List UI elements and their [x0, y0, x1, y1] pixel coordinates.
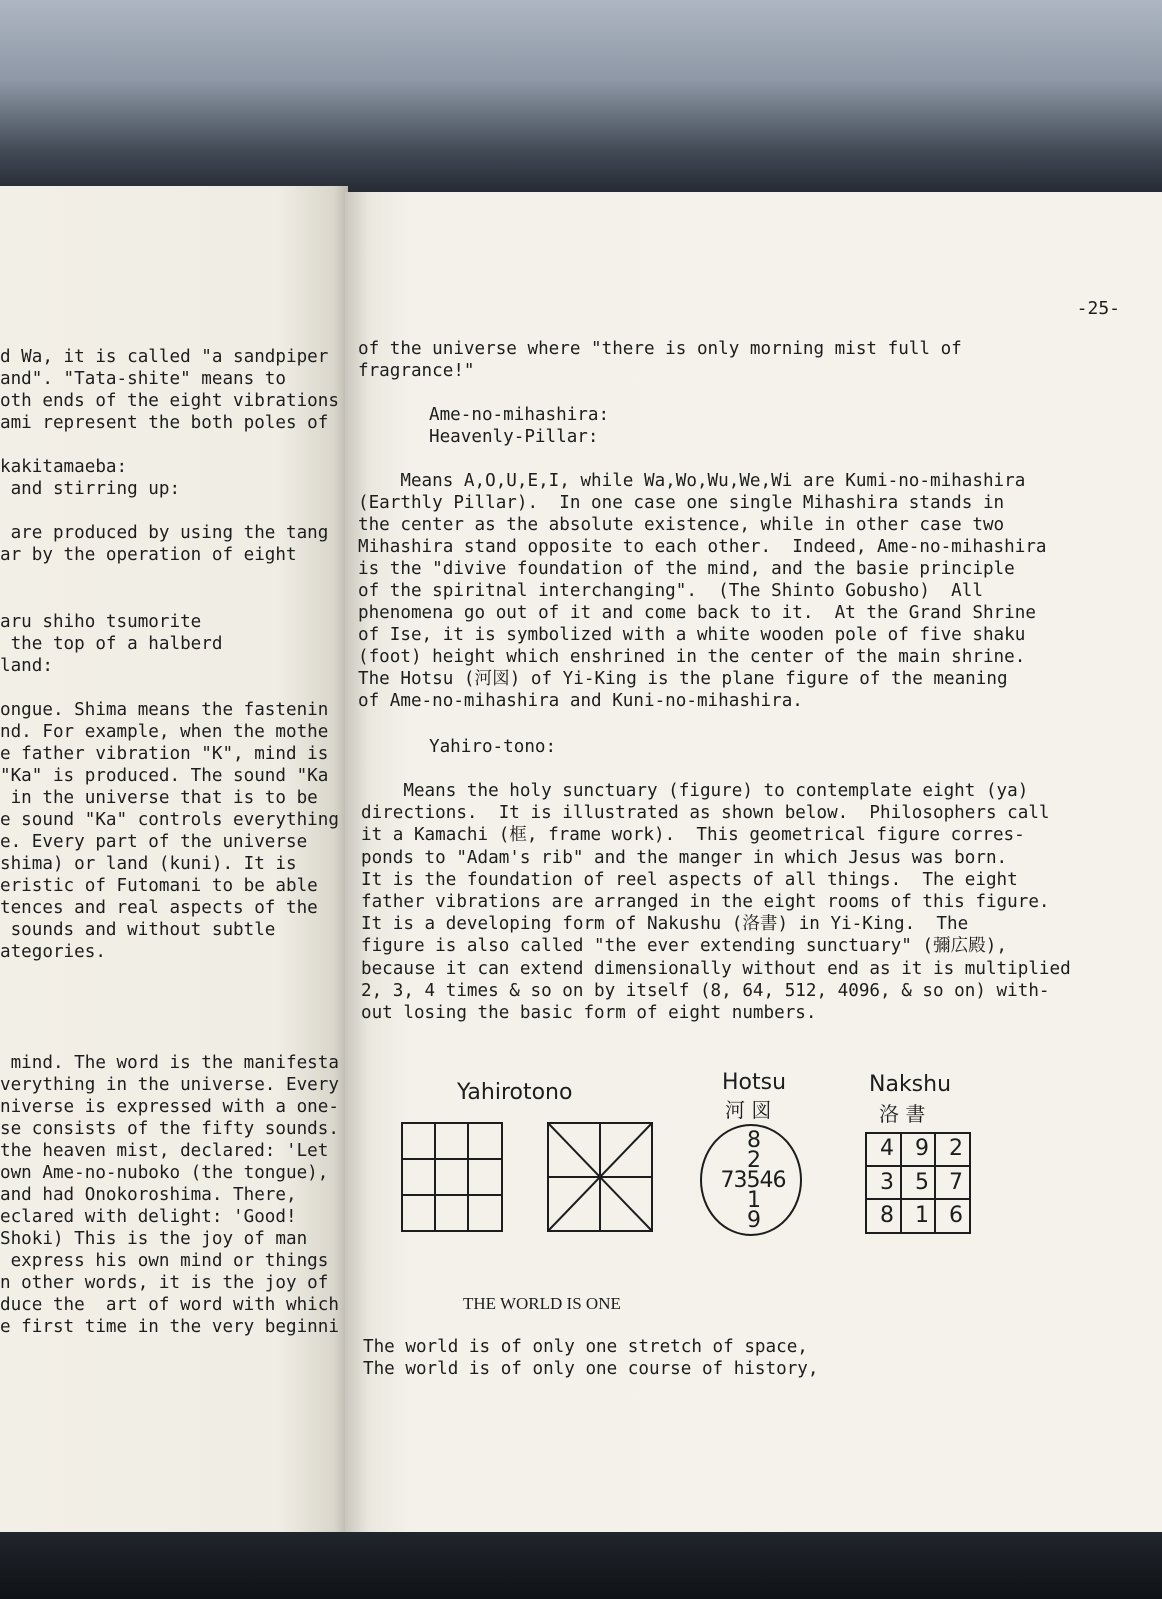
- paragraph-line: it a Kamachi (框, frame work). This geometrical figure corres-: [361, 825, 1025, 846]
- left-page-line: own Ame-no-nuboko (the tongue),: [0, 1162, 329, 1183]
- left-page-line: d Wa, it is called "a sandpiper: [0, 347, 329, 367]
- left-page: [0, 186, 348, 1532]
- left-page-line: eristic of Futomani to be able: [0, 876, 318, 897]
- yahirotono-label: Yahirotono: [457, 1080, 573, 1105]
- paragraph-line: Mihashira stand opposite to each other. Indeed, Ame-no-mihashira: [358, 537, 1047, 557]
- paragraph-line: directions. It is illustrated as shown below. Philosophers call: [361, 803, 1050, 824]
- left-page-line: e sound "Ka" controls everything: [0, 810, 339, 831]
- nakshu-grid-number: 3: [880, 1170, 894, 1195]
- left-page-line: and stirring up:: [0, 479, 181, 500]
- paragraph-line: Means A,O,U,E,I, while Wa,Wo,Wu,We,Wi are Kumi-no-mihashira: [358, 471, 1026, 491]
- left-page-line: Shoki) This is the joy of man: [0, 1229, 308, 1249]
- left-page-line: aru shiho tsumorite: [0, 611, 202, 632]
- nakshu-grid-number: 9: [915, 1136, 929, 1161]
- left-page-line: niverse is expressed with a one-: [0, 1096, 339, 1117]
- hotsu-number-lower: 1: [747, 1188, 761, 1213]
- heading-heavenly-pillar: Heavenly-Pillar:: [429, 427, 599, 447]
- scanner-background-top: [0, 0, 1162, 200]
- hotsu-number-upper: 2: [747, 1148, 761, 1173]
- left-page-line: the top of a halberd: [0, 633, 223, 654]
- left-page-line: and". "Tata-shite" means to: [0, 369, 286, 390]
- paragraph-line: 2, 3, 4 times & so on by itself (8, 64, 512, 4096, & so on) with-: [361, 980, 1050, 1001]
- left-page-line: oth ends of the eight vibrations: [0, 391, 339, 412]
- paragraph-line: phenomena go out of it and come back to it. At the Grand Shrine: [358, 603, 1036, 623]
- nakshu-grid-number: 6: [949, 1203, 963, 1228]
- paragraph-line: of Ise, it is symbolized with a white wooden pole of five shaku: [358, 625, 1026, 645]
- intro-line: of the universe where "there is only morning mist full of: [358, 339, 962, 359]
- nakshu-grid-number: 2: [949, 1136, 963, 1161]
- hotsu-number-middle: 73546: [720, 1168, 786, 1193]
- left-page-line: express his own mind or things: [0, 1251, 329, 1272]
- left-page-line: "Ka" is produced. The sound "Ka: [0, 765, 329, 786]
- left-page-line: and had Onokoroshima. There,: [0, 1184, 297, 1205]
- page-number: -25-: [1076, 298, 1120, 319]
- paragraph-line: of the spiritnal interchanging". (The Shinto Gobusho) All: [358, 581, 983, 601]
- left-page-line: sounds and without subtle: [0, 920, 276, 941]
- left-page-line: ongue. Shima means the fastenin: [0, 699, 329, 720]
- nakshu-grid-number: 7: [949, 1170, 963, 1195]
- closing-line: The world is of only one stretch of space,: [363, 1337, 808, 1357]
- paragraph-line: of Ame-no-mihashira and Kuni-no-mihashira.: [358, 691, 803, 711]
- yahirotono-grid-figure: [401, 1122, 505, 1234]
- left-page-line: e father vibration "K", mind is: [0, 743, 329, 764]
- left-page-line: mind. The word is the manifesta: [0, 1052, 339, 1073]
- left-page-line: duce the art of word with which: [0, 1295, 339, 1316]
- left-page-line: e first time in the very beginni: [0, 1317, 339, 1338]
- heading-ame-no-mihashira: Ame-no-mihashira:: [429, 405, 610, 425]
- hotsu-label: Hotsu: [722, 1070, 787, 1095]
- paragraph-line: ponds to "Adam's rib" and the manger in which Jesus was born.: [361, 847, 1008, 868]
- left-page-line: n other words, it is the joy of: [0, 1273, 329, 1294]
- left-page-line: se consists of the fifty sounds.: [0, 1118, 339, 1139]
- nakshu-grid-number: 8: [880, 1203, 894, 1228]
- left-page-line: ar by the operation of eight: [0, 545, 297, 566]
- hotsu-number-top: 8: [747, 1128, 761, 1153]
- intro-line: fragrance!": [358, 361, 475, 381]
- left-page-line: nd. For example, when the mothe: [0, 721, 329, 742]
- left-page-line: land:: [0, 655, 53, 676]
- heading-yahiro-tono: Yahiro-tono:: [429, 737, 557, 757]
- paragraph-line: Means the holy sunctuary (figure) to contemplate eight (ya): [361, 781, 1029, 801]
- right-page: [345, 192, 1162, 1532]
- left-page-line: the heaven mist, declared: 'Let: [0, 1140, 329, 1161]
- left-page-line: verything in the universe. Every: [0, 1074, 339, 1095]
- paragraph-line: because it can extend dimensionally without end as it is multiplied: [361, 958, 1071, 979]
- paragraph-line: It is a developing form of Nakushu (洛書) in Yi-King. The: [361, 914, 969, 935]
- paragraph-line: (Earthly Pillar). In one case one single Mihashira stands in: [358, 493, 1005, 513]
- paragraph-line: (foot) height which enshrined in the center of the main shrine.: [358, 647, 1026, 667]
- left-page-line: ami represent the both poles of: [0, 413, 329, 434]
- paragraph-line: figure is also called "the ever extending sunctuary" (彌広殿),: [361, 936, 1007, 957]
- hotsu-number-bottom: 9: [747, 1208, 761, 1233]
- left-page-line: shima) or land (kuni). It is: [0, 854, 297, 875]
- left-page-line: ategories.: [0, 942, 106, 963]
- paragraph-line: is the "divive foundation of the mind, and the basie principle: [358, 559, 1015, 579]
- paragraph-line: father vibrations are arranged in the eight rooms of this figure.: [361, 892, 1050, 912]
- closing-line: The world is of only one course of history,: [363, 1359, 819, 1379]
- left-page-line: eclared with delight: 'Good!: [0, 1206, 297, 1227]
- left-page-line: kakitamaeba:: [0, 457, 128, 478]
- nakshu-label: Nakshu: [869, 1072, 952, 1097]
- left-page-line: tences and real aspects of the: [0, 898, 318, 919]
- paragraph-line: The Hotsu (河図) of Yi-King is the plane figure of the meaning: [358, 669, 1008, 689]
- left-page-line: in the universe that is to be: [0, 788, 318, 808]
- paragraph-line: out losing the basic form of eight numbers.: [361, 1003, 817, 1023]
- left-page-line: are produced by using the tang: [0, 523, 329, 544]
- nakshu-grid-number: 5: [915, 1170, 929, 1195]
- nakshu-grid-number: 1: [915, 1203, 929, 1228]
- paragraph-line: the center as the absolute existence, while in other case two: [358, 515, 1005, 535]
- nakshu-kanji: 洛 書: [879, 1102, 926, 1126]
- eight-directions-figure: [547, 1122, 655, 1234]
- hotsu-kanji: 河 図: [725, 1098, 772, 1122]
- nakshu-grid-number: 4: [880, 1136, 894, 1161]
- left-page-line: e. Every part of the universe: [0, 832, 308, 853]
- figure-caption: THE WORLD IS ONE: [463, 1294, 621, 1313]
- paragraph-line: It is the foundation of reel aspects of all things. The eight: [361, 869, 1018, 890]
